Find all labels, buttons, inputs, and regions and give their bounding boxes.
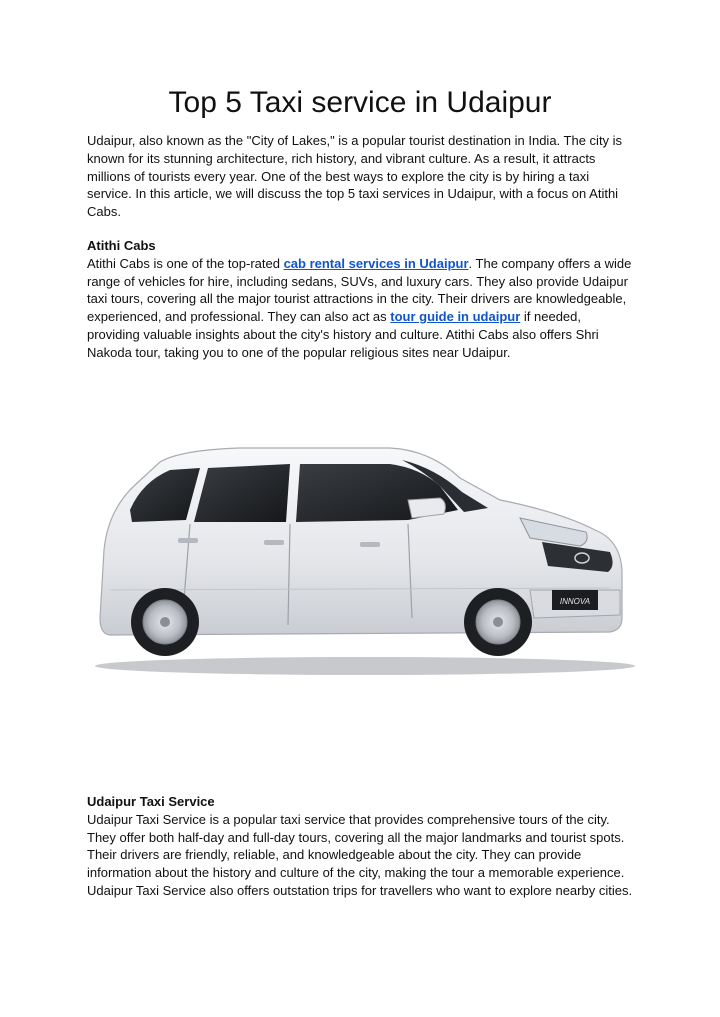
tour-guide-link[interactable]: tour guide in udaipur — [390, 309, 521, 325]
ground-shadow — [95, 657, 635, 675]
door-handle-3 — [360, 542, 380, 547]
udaipur-taxi-section — [87, 793, 635, 900]
front-wheel — [464, 588, 532, 656]
door-handle-1 — [178, 538, 198, 543]
car-image — [90, 440, 640, 685]
udaipur-taxi-paragraph: Udaipur Taxi Service is a popular taxi service that provides comprehensive tours of the city. They offer both half-day and full-day tours, covering all the major landmarks and tourist spots. Their drivers are friendly, reliable, and knowledgeable about the city. They can provide information about the history and culture of the city, making the tour a memorable experience. Udaipur Taxi Service also offers outstation trips for travellers who want to explore nearby cities. — [87, 811, 633, 898]
car-illustration — [90, 440, 640, 685]
atithi-text-3: if needed, providing valuable insights about the city's history and culture. Atithi Cabs also offers Shri Nakoda tour, taking you to one of the popular religious sites near Udaipur. — [87, 309, 599, 360]
intro-text: Udaipur, also known as the "City of Lakes," is a popular tourist destination in India. The city is known for its stunning architecture, rich history, and vibrant culture. As a result, it attracts millions of tourists every year. One of the best ways to explore the city is by hiring a taxi service. In this article, we will discuss the top 5 taxi services in Udaipur, with a focus on Atithi Cabs. — [87, 133, 623, 220]
atithi-heading: Atithi Cabs — [87, 238, 156, 253]
intro-paragraph — [87, 132, 635, 221]
name-plate-text: INNOVA — [559, 597, 591, 606]
page-title: Top 5 Taxi service in Udaipur — [168, 86, 552, 119]
udaipur-taxi-heading: Udaipur Taxi Service — [87, 794, 215, 809]
door-handle-2 — [264, 540, 284, 545]
atithi-text-2: . The company offers a wide range of vehicles for hire, including sedans, SUVs, and luxury cars. They also provide Udaipur taxi tours, covering all the major tourist attractions in the city. Their drivers are knowledgeable, experienced, and professional. They can also act as — [87, 255, 632, 325]
cab-rental-link[interactable]: cab rental services in Udaipur — [283, 255, 469, 271]
atithi-text-1: Atithi Cabs is one of the top-rated — [87, 255, 284, 271]
side-mirror — [408, 498, 445, 518]
rear-wheel — [131, 588, 199, 656]
middle-window — [194, 464, 290, 522]
atithi-paragraph — [87, 255, 635, 362]
atithi-section — [87, 237, 635, 362]
